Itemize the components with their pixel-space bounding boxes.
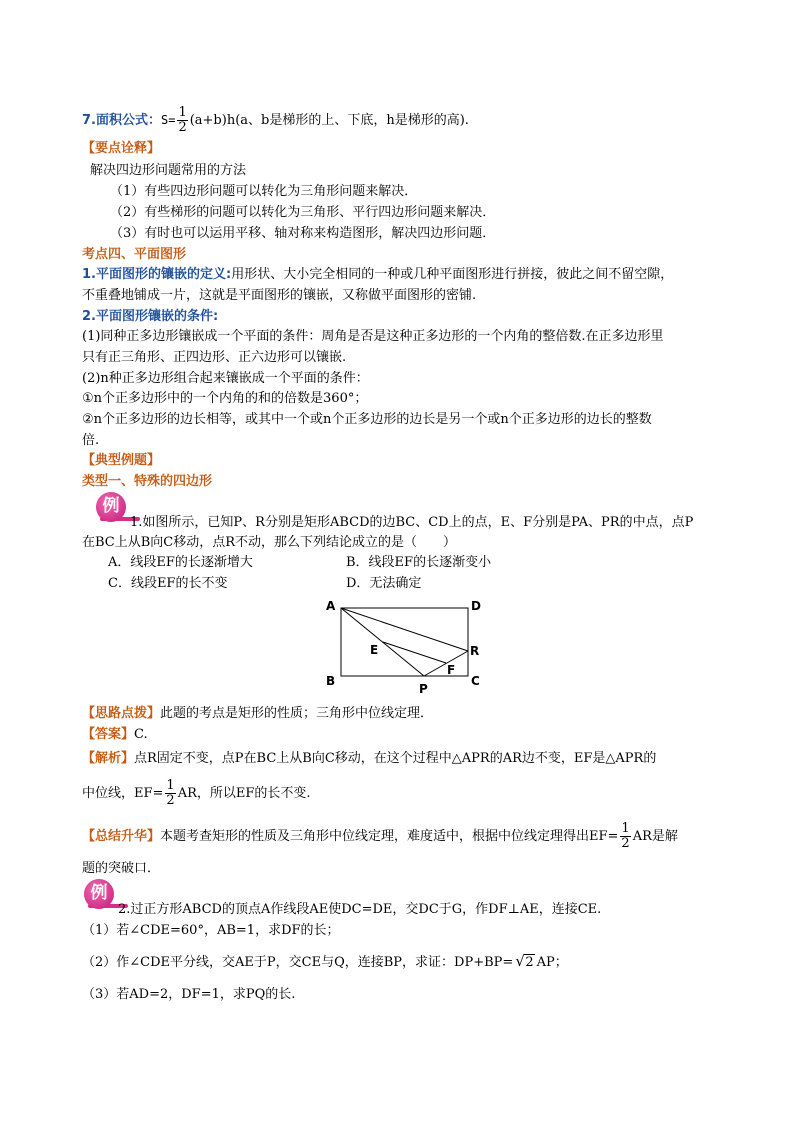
question-2-line-1: 2.过正方形ABCD的顶点A作线段AE使DC=DE，交DC于G，作DF⊥AE，连接CE. (118, 902, 602, 917)
condition-1-line-2: 只有正三角形、正四边形、正六边形可以镶嵌. (82, 350, 347, 365)
part-2-text-b: AP； (536, 955, 568, 970)
answer-line (82, 726, 148, 744)
definition-label: 1.平面图形的镶嵌的定义: (82, 267, 232, 282)
question-2-part-2 (82, 954, 568, 972)
condition-2: (2)n种正多边形组合起来镶嵌成一个平面的条件： (82, 371, 369, 386)
formula-s-prefix: S= (160, 113, 176, 127)
fraction-denominator: 2 (621, 836, 630, 851)
conditions-label: 2.平面图形镶嵌的条件: (82, 309, 219, 324)
key-point-item-3: （3）有时也可以运用平移、轴对称来构造图形，解决四边形问题． (110, 226, 496, 241)
formula-rest: (a+b)h(a、b是梯形的上、下底，h是梯形的高). (189, 113, 469, 128)
radical-icon: √ (515, 952, 525, 970)
summary-line-1 (82, 822, 678, 852)
definition-text: 用形状、大小完全相同的一种或几种平面图形进行拼接，彼此之间不留空隙， (231, 267, 674, 282)
tessellation-definition-line-1 (82, 266, 673, 284)
condition-2b-line-2: 倍. (82, 433, 100, 448)
type-1-title: 类型一、特殊的四边形 (82, 474, 213, 489)
analysis-label: 【解析】 (82, 751, 135, 766)
section-title: 考点四、平面图形 (82, 247, 187, 262)
formula-label: 7.面积公式： (82, 113, 161, 128)
area-formula-line (82, 106, 469, 135)
fraction-denominator: 2 (166, 793, 175, 808)
fraction-numerator: 1 (621, 821, 630, 836)
summary-fraction (620, 822, 630, 851)
analysis-line-1 (82, 750, 656, 768)
answer-text: C. (134, 727, 148, 742)
analysis-text-2b: AR，所以EF的长不变. (177, 786, 311, 801)
analysis-text: 点R固定不变，点P在BC上从B向C移动，在这个过程中△APR的AR边不变，EF是△APR的 (134, 751, 657, 766)
sqrt-argument: 2 (525, 955, 534, 970)
analysis-text-2a: 中位线，EF= (82, 786, 164, 801)
hint-label: 【思路点拨】 (82, 706, 161, 721)
condition-2b-line-1: ②n个正多边形的边长相等，或其中一个或n个正多边形的边长是另一个或n个正多边形的边长的整数 (82, 412, 652, 427)
rectangle-figure (320, 596, 490, 696)
label-a: A (326, 599, 336, 613)
key-point-item-1: （1）有些四边形问题可以转化为三角形问题来解决． (110, 184, 418, 199)
summary-line-2: 题的突破口． (82, 861, 161, 876)
question-1-line-1: 1.如图所示，已知P、R分别是矩形ABCD的边BC、CD上的点，E、F分别是PA、PR的中点，点P (130, 515, 694, 530)
examples-header: 【典型例题】 (82, 453, 161, 468)
label-e: E (370, 643, 379, 657)
label-f: F (447, 663, 456, 677)
fraction-numerator: 1 (178, 105, 187, 120)
segment-ef (383, 642, 446, 663)
label-r: R (470, 644, 480, 658)
fraction-denominator: 2 (178, 120, 187, 135)
example-badge-2: 例 (84, 879, 114, 909)
key-points-header: 【要点诠释】 (82, 141, 161, 156)
option-d: D．无法确定 (346, 576, 422, 591)
label-b: B (326, 674, 336, 688)
label-p: P (419, 682, 428, 696)
segment-ar (341, 608, 468, 651)
label-d: D (471, 599, 481, 613)
part-2-text-a: （2）作∠CDE平分线，交AE于P，交CE与Q，连接BP，求证：DP+BP= (82, 955, 514, 970)
question-2-part-1: （1）若∠CDE=60°，AB=1，求DF的长； (82, 923, 340, 938)
summary-label: 【总结升华】 (82, 829, 161, 844)
key-points-intro: 解决四边形问题常用的方法 (90, 163, 247, 178)
hint-text: 此题的考点是矩形的性质；三角形中位线定理． (160, 706, 434, 721)
tessellation-definition-line-2: 不重叠地铺成一片，这就是平面图形的镶嵌，又称做平面图形的密铺. (82, 288, 477, 303)
summary-text-1a: 本题考查矩形的性质及三角形中位线定理，难度适中，根据中位线定理得出EF= (160, 829, 619, 844)
segment-pr (424, 651, 468, 676)
option-a: A．线段EF的长逐渐增大 (108, 555, 253, 570)
label-c: C (471, 674, 480, 688)
formula-fraction (177, 106, 187, 135)
option-b: B．线段EF的长逐渐变小 (346, 555, 492, 570)
answer-label: 【答案】 (82, 727, 135, 742)
option-c: C．线段EF的长不变 (108, 576, 228, 591)
key-point-item-2: （2）有些梯形的问题可以转化为三角形、平行四边形问题来解决． (110, 205, 496, 220)
sqrt-two (515, 954, 534, 972)
condition-2a: ①n个正多边形中的一个内角的和的倍数是360°； (82, 391, 368, 406)
analysis-line-2 (82, 779, 311, 809)
question-1-line-2: 在BC上从B向C移动，点R不动，那么下列结论成立的是（ ） (82, 535, 457, 550)
example-badge-1: 例 (96, 492, 126, 522)
segment-ap (341, 608, 424, 676)
hint-line (82, 705, 433, 723)
analysis-fraction (165, 779, 175, 808)
condition-1-line-1: (1)同种正多边形镶嵌成一个平面的条件：周角是否是这种正多边形的一个内角的整倍数.在正多边形里 (82, 329, 664, 344)
question-2-part-3: （3）若AD=2，DF=1，求PQ的长. (82, 987, 296, 1002)
fraction-numerator: 1 (166, 778, 175, 793)
summary-text-1b: AR是解 (632, 829, 678, 844)
